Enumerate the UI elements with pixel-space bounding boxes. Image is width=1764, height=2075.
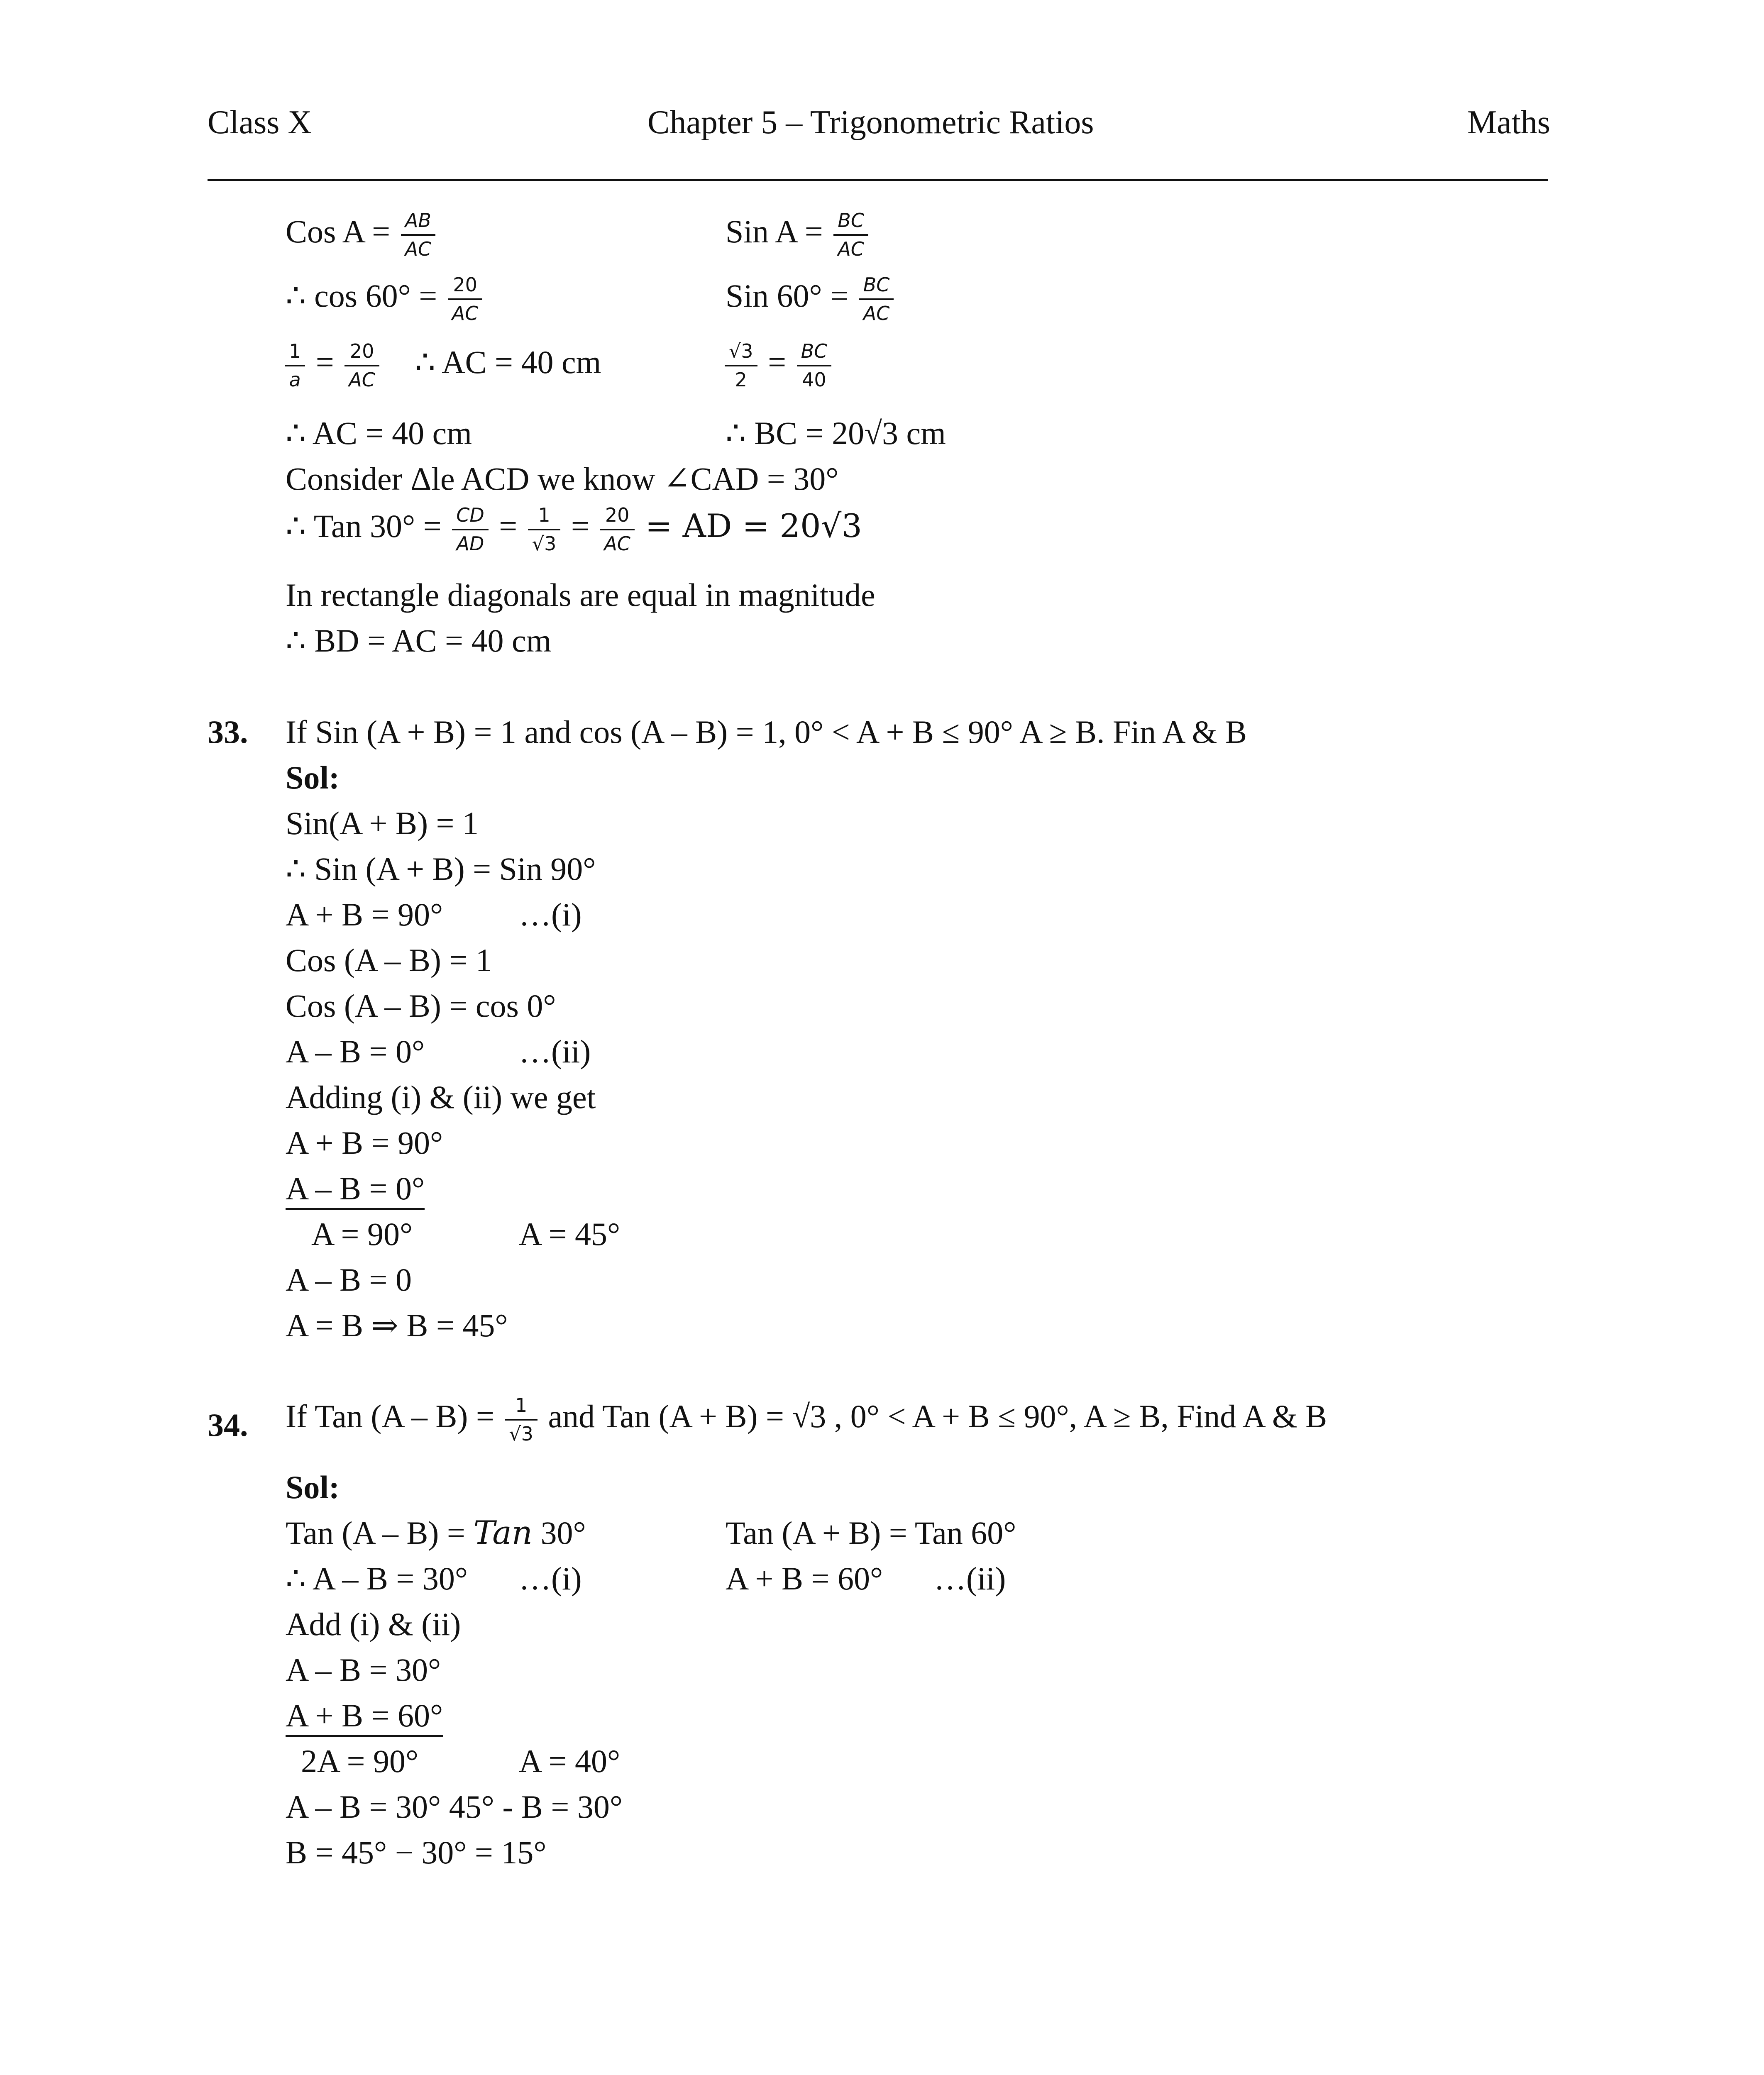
q34-frac-den: √3 — [509, 1422, 533, 1445]
q34-tan-minus-line — [286, 1514, 586, 1552]
q33-line-9 — [286, 1172, 425, 1205]
ratio-left-eq: = — [315, 344, 334, 380]
q34-a-minus-b: ∴ A – B = 30° — [286, 1560, 468, 1597]
ratio-right-den2: 40 — [802, 368, 826, 391]
rectangle-line: In rectangle diagonals are equal in magnitude — [286, 577, 875, 613]
header-subject: Maths — [1467, 104, 1550, 141]
q34-frac-num: 1 — [505, 1394, 538, 1421]
q33-tag-i: …(i) — [519, 896, 582, 933]
q33-sol-label: Sol: — [286, 759, 340, 796]
cos60-den: AC — [452, 302, 479, 325]
ratio-left-num2: 20 — [344, 340, 379, 366]
q33-line-9-underlined: A – B = 0° — [286, 1170, 425, 1210]
ratio-right-den1: 2 — [735, 368, 747, 391]
tan30-lhs: ∴ Tan 30° = — [286, 508, 442, 544]
tan30-n1: CD — [452, 504, 489, 530]
q34-line-4: A – B = 30° 45° - B = 30° — [286, 1789, 623, 1825]
q34-suffix: and Tan (A + B) = √3 , 0° < A + B ≤ 90°, A ≥ B, Find A & B — [548, 1398, 1327, 1434]
sin-a-fraction — [833, 210, 868, 260]
sin60-fraction — [859, 274, 894, 325]
q33-line-7: Adding (i) & (ii) we get — [286, 1079, 596, 1115]
tan30-n2: 1 — [528, 504, 561, 530]
bc-result: ∴ BC = 20√3 cm — [726, 415, 946, 451]
q33-line-11: A – B = 0 — [286, 1262, 412, 1298]
q34-line-2-underlined: A + B = 60° — [286, 1697, 443, 1737]
header-chapter-title: Chapter 5 – Trigonometric Ratios — [647, 104, 1094, 141]
q33-line-10: A = 90° — [311, 1216, 413, 1252]
ratio-right-line — [722, 340, 834, 391]
sin-a-den: AC — [838, 237, 864, 260]
q34-a-plus-b: A + B = 60° — [726, 1560, 883, 1597]
ratio-left-num1: 1 — [285, 340, 305, 366]
question-33-text: If Sin (A + B) = 1 and cos (A – B) = 1, 0° < A + B ≤ 90° A ≥ B. Fin A & B — [286, 714, 1247, 750]
tan30-n3: 20 — [600, 504, 635, 530]
bd-line: ∴ BD = AC = 40 cm — [286, 622, 552, 659]
q33-tag-ii: …(ii) — [519, 1033, 591, 1069]
q34-tag-ii: …(ii) — [934, 1560, 1006, 1597]
ratio-left-result: ∴ AC = 40 cm — [415, 344, 601, 380]
tan30-frac2 — [528, 504, 561, 555]
q33-line-12: A = B ⇒ B = 45° — [286, 1307, 508, 1343]
q34-line-1: A – B = 30° — [286, 1652, 441, 1688]
sin60-den: AC — [863, 302, 890, 325]
ratio-left-frac2 — [344, 340, 379, 391]
ratio-right-eq: = — [768, 344, 787, 380]
sin60-lhs: Sin 60° = — [726, 277, 849, 314]
q34-sol-label: Sol: — [286, 1469, 340, 1505]
ratio-right-num2: BC — [797, 340, 832, 366]
ratio-right-frac1 — [725, 340, 757, 391]
tan30-d2: √3 — [532, 532, 557, 555]
question-34-text — [286, 1394, 1327, 1445]
tan30-frac1 — [452, 504, 489, 555]
ratio-left-line — [282, 340, 601, 391]
cos-a-line — [286, 210, 438, 260]
cos60-num: 20 — [448, 274, 483, 300]
q33-line-2: ∴ Sin (A + B) = Sin 90° — [286, 851, 596, 887]
q34-tan-minus-suffix: 30° — [540, 1515, 586, 1551]
cos-a-den: AC — [405, 237, 432, 260]
question-33-number: 33. — [208, 714, 248, 750]
q34-a40: A = 40° — [519, 1743, 621, 1779]
q34-tan-plus-line: Tan (A + B) = Tan 60° — [726, 1515, 1016, 1551]
q33-line-8: A + B = 90° — [286, 1125, 443, 1161]
cos-a-num: AB — [401, 210, 436, 236]
ratio-left-frac1 — [285, 340, 305, 391]
ac-result: ∴ AC = 40 cm — [286, 415, 472, 451]
q33-line-5: Cos (A – B) = cos 0° — [286, 988, 556, 1024]
ratio-left-den1: a — [289, 368, 301, 391]
ratio-right-frac2 — [797, 340, 832, 391]
cos60-fraction — [448, 274, 483, 325]
tan30-line — [286, 504, 862, 555]
sin60-line — [726, 274, 896, 325]
tan30-rhs: = AD = 20√3 — [645, 507, 862, 545]
cos60-lhs: ∴ cos 60° = — [286, 277, 437, 314]
tan30-frac3 — [600, 504, 635, 555]
q34-tag-i: …(i) — [519, 1560, 582, 1597]
q34-fraction — [505, 1394, 538, 1445]
q33-line-3: A + B = 90° — [286, 896, 443, 933]
sin-a-line — [726, 210, 871, 260]
tan30-d3: AC — [604, 532, 630, 555]
tan30-eq2: = — [571, 508, 589, 544]
ratio-right-num1: √3 — [725, 340, 757, 366]
q33-line-4: Cos (A – B) = 1 — [286, 942, 492, 978]
q34-tan-minus-tan: Tan — [473, 1514, 533, 1552]
header-class: Class X — [208, 104, 312, 141]
sin-a-lhs: Sin A = — [726, 213, 823, 249]
sin-a-num: BC — [833, 210, 868, 236]
cos60-line — [286, 274, 485, 325]
q33-line-6: A – B = 0° — [286, 1033, 425, 1069]
tan30-eq1: = — [499, 508, 518, 544]
q34-line-3: 2A = 90° — [301, 1743, 419, 1779]
q33-line-1: Sin(A + B) = 1 — [286, 805, 479, 841]
sin60-num: BC — [859, 274, 894, 300]
consider-line: Consider Δle ACD we know ∠CAD = 30° — [286, 461, 839, 497]
q34-add-line: Add (i) & (ii) — [286, 1606, 461, 1642]
question-34-number: 34. — [208, 1407, 248, 1443]
q34-line-2 — [286, 1699, 443, 1732]
ratio-left-den2: AC — [349, 368, 375, 391]
q34-line-5: B = 45° − 30° = 15° — [286, 1834, 547, 1870]
tan30-d1: AD — [456, 532, 484, 555]
cos-a-fraction — [401, 210, 436, 260]
q34-prefix: If Tan (A – B) = — [286, 1398, 494, 1434]
q34-tan-minus-prefix: Tan (A – B) = — [286, 1515, 465, 1551]
q33-a45: A = 45° — [519, 1216, 621, 1252]
cos-a-lhs: Cos A = — [286, 213, 391, 249]
header-rule — [208, 179, 1548, 181]
